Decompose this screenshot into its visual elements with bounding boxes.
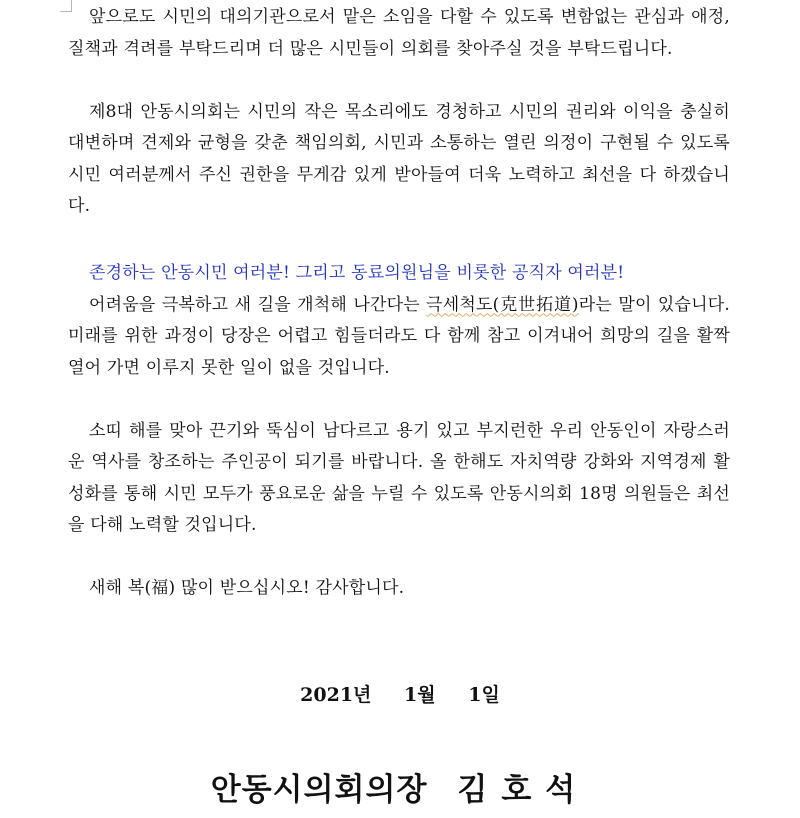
paragraph-request-support: 앞으로도 시민의 대의기관으로서 맡은 소임을 다할 수 있도록 변함없는 관심과 애정, 질책과 격려를 부탁드리며 더 많은 시민들이 의회를 찾아주실 것을 부탁드립니다. bbox=[68, 7, 730, 59]
signature-name: 김호석 bbox=[457, 772, 590, 808]
signature-title: 안동시의회의장 bbox=[210, 772, 428, 808]
closing-line: 새해 복(福) 많이 받으십시오! 감사합니다. bbox=[89, 578, 405, 598]
date-month: 1월 bbox=[404, 684, 436, 706]
paragraph-gap bbox=[68, 65, 730, 97]
paragraph-year-of-ox: 소띠 해를 맞아 끈기와 뚝심이 남다르고 용기 있고 부지런한 우리 안동인이 자랑스러운 역사를 창조하는 주인공이 되기를 바랍니다. 올 한해도 자치역량 강화와 지역경제 활성화를 통해 시민 모두가 풍요로운 삶을 누릴 수 있도록 안동시의회 18명 의원들은 최선을 다해 노력할 것입니다. bbox=[68, 420, 730, 535]
greeting-line: 존경하는 안동시민 여러분! 그리고 동료의원님을 비롯한 공직자 여러분! bbox=[89, 263, 625, 283]
paragraph-gap bbox=[68, 542, 730, 574]
signature-block bbox=[0, 764, 800, 809]
paragraph-gap bbox=[68, 223, 730, 255]
paragraph-3-lead: 어려움을 극복하고 새 길을 개척해 나간다는 bbox=[89, 294, 427, 315]
document-date bbox=[0, 680, 800, 707]
paragraph-council-pledge: 제8대 안동시의회는 시민의 작은 목소리에도 경청하고 시민의 권리와 이익을 충실히 대변하며 견제와 균형을 갖춘 책임의회, 시민과 소통하는 열린 의정이 구현될 수 있도록 시민 여러분께서 주신 권한을 무게감 있게 받아들여 더욱 노력하고 최선을 다 하겠습니다. bbox=[68, 101, 730, 216]
idiom-spellcheck-mark: 극세척도(克世拓道) bbox=[426, 294, 579, 315]
date-day: 1일 bbox=[468, 684, 500, 706]
date-year: 2021년 bbox=[300, 684, 372, 706]
paragraph-overcome-hardship bbox=[68, 290, 730, 385]
paragraph-gap bbox=[68, 384, 730, 416]
document-body bbox=[68, 0, 730, 605]
paragraph-3-rest: 라는 말이 있습니다. 미래를 위한 과정이 당장은 어렵고 힘들더라도 다 함께 참고 이겨내어 희망의 길을 활짝 열어 가면 이루지 못한 일이 없을 것입니다. bbox=[68, 294, 730, 378]
